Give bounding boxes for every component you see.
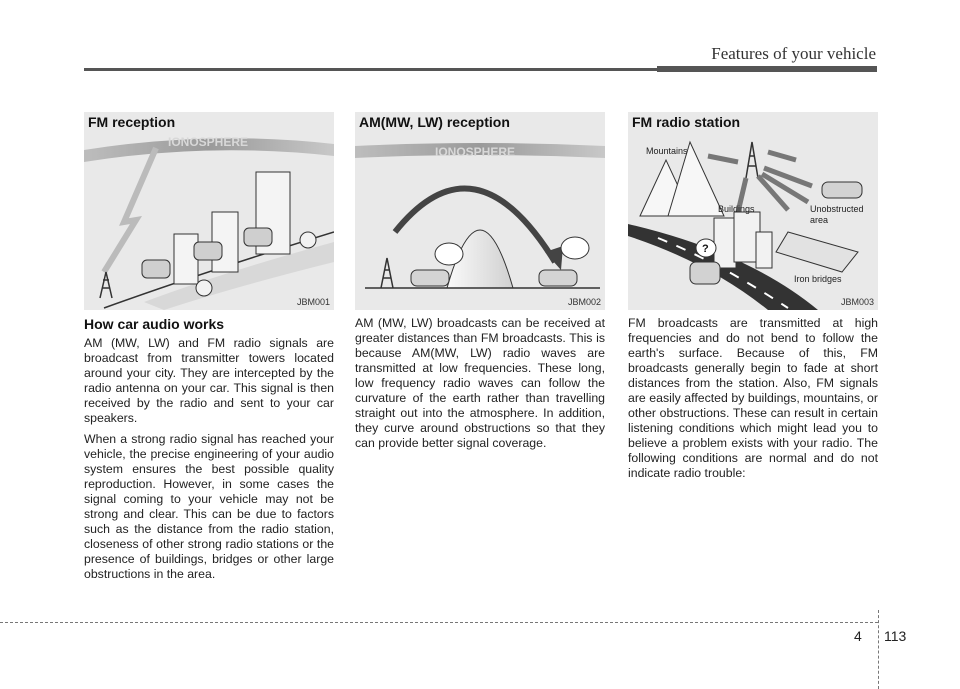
footer-divider [878, 610, 879, 689]
figure-title: AM(MW, LW) reception [359, 114, 510, 130]
column-3 [628, 112, 878, 487]
column-2 [355, 112, 605, 457]
bridge-icon [776, 232, 858, 272]
fm-reception-illustration [84, 112, 334, 310]
paragraph: FM broadcasts are transmitted at high frequencies and do not bend to follow the earth's surface. Because of this, FM broadcasts generally begin to fade at short distances from the station. Also, FM signals are easily affected by buildings, mountains, or other obstructions. These can result in certain listening conditions which might lead you to believe a problem exists with your radio. The following conditions are normal and do not indicate radio trouble: [628, 316, 878, 480]
am-reception-illustration [355, 112, 605, 310]
page-number: 113 [884, 628, 907, 644]
footer-rule [0, 622, 878, 623]
figure-code: JBM001 [296, 297, 330, 307]
figure-fm-reception [84, 112, 334, 310]
speaker-bubbles [435, 237, 589, 265]
chapter-number: 4 [854, 628, 862, 644]
label-mountains: Mountains [646, 146, 688, 156]
header-rule [84, 68, 877, 71]
building-icons [714, 212, 772, 268]
figure-am-reception [355, 112, 605, 310]
ionosphere-label: IONOSPHERE [168, 135, 249, 149]
figure-code: JBM002 [567, 297, 601, 307]
paragraph: AM (MW, LW) broadcasts can be received at greater distances than FM broadcasts. This is because AM(MW, LW) radio waves are transmitted at low frequencies. These long, low frequency radio waves can follow the curvature of the earth rather than travelling straight out into the atmosphere. In addition, they curve around obstructions so that they can provide better signal coverage. [355, 316, 605, 450]
header-title: Features of your vehicle [711, 44, 876, 63]
label-area: area [810, 215, 829, 225]
tower-icon [100, 272, 112, 298]
column-1 [84, 112, 334, 588]
tower-icon [746, 142, 758, 178]
signal-arrows [708, 152, 812, 212]
figure-code: JBM003 [840, 297, 874, 307]
label-buildings: Buildings [718, 204, 755, 214]
signal-bolt [104, 148, 156, 272]
figure-title: FM radio station [632, 114, 741, 130]
section-heading: How car audio works [84, 316, 225, 332]
label-iron-bridges: Iron bridges [794, 274, 842, 284]
paragraph: When a strong radio signal has reached your vehicle, the precise engineering of your audio system ensures the best possible quality reproduction. However, in some cases the signal coming to your vehicle may not be strong and clear. This can be due to factors such as the distance from the radio station, closeness of other strong radio stations or the presence of buildings, bridges or other large obstructions in the area. [84, 432, 334, 581]
ionosphere-label: IONOSPHERE [435, 145, 516, 159]
paragraph: AM (MW, LW) and FM radio signals are broadcast from transmitter towers located around your city. They are intercepted by the radio antenna on your car. This signal is then received by the radio and sent to your car speakers. [84, 336, 334, 425]
figure-title: FM reception [88, 114, 176, 130]
figure-fm-radio-station [628, 112, 878, 310]
label-unobstructed: Unobstructed [810, 204, 864, 214]
tower-icon [381, 258, 393, 288]
question-bubble [696, 239, 716, 257]
svg-text:?: ? [702, 243, 709, 255]
